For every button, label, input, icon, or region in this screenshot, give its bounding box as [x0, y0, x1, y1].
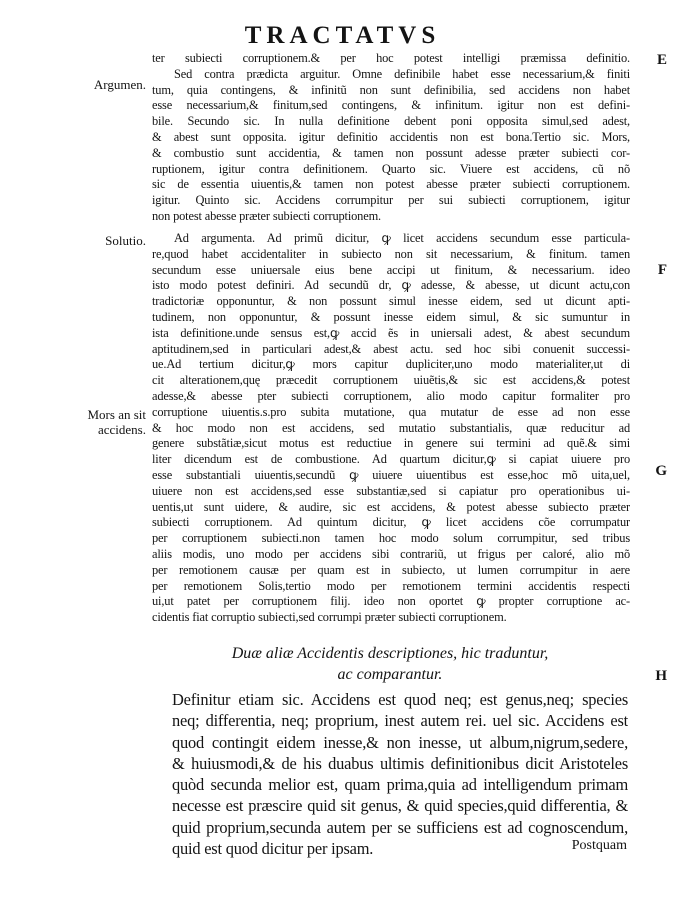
text-line: aptitudinem,sed in particulari adest,& abest actu. sed hoc sibi conuenit successi- — [152, 341, 630, 356]
text-line: quod contingit eidem inesse,& non inesse, ut album,nigrum,sedere, — [172, 732, 628, 752]
text-line: igitur. Quinto sic. Accidens corrumpitur per sui subiecti corruptionem, igitur — [152, 193, 630, 208]
side-letter-e: E — [656, 52, 667, 68]
text-line: per remotionem Solis,tertio modo per remotionem termini accidentis respecti — [152, 578, 630, 593]
text-line: uentis,ut sunt uidere, & audire, sic est accidens, & potest abesse subiecto præter — [152, 499, 630, 514]
text-line: ue.Ad tertium dicitur,ꝙ mors capitur dupliciter,uno modo materialiter,ut di — [152, 357, 630, 372]
side-letter-g: G — [655, 463, 667, 479]
margin-note-mors-line2: accidens. — [97, 422, 146, 437]
text-line: per corruptionem subiecti.non tamen hoc modo solum corrumpitur, sed tribus — [152, 531, 630, 546]
text-line: non potest abesse præter subiecti corruptionem. — [152, 208, 382, 223]
text-line: esse substantiali uiuentis,secundũ ꝙ uiuere uiuentibus est esse,hoc mõ uita,uel, — [152, 467, 630, 482]
text-line: necesse est præscire quid sit genus, & quid species,quid differentia, & — [172, 796, 628, 816]
paragraph-solutio — [152, 231, 630, 626]
paragraph-argumenta — [152, 51, 630, 225]
text-line: sic de essentia uiuentis,& tamen non potest abesse præter subiecti corruptionem. — [152, 177, 630, 192]
text-line: per remotionem causæ per quam est in subiecto, ut lumen corrumpitur in aere — [152, 562, 630, 577]
section-heading-line1: Duæ aliæ Accidentis descriptiones, hic traduntur, — [231, 645, 549, 662]
text-line: Sed contra prædicta arguitur. Omne definibile habet esse necessarium,& finiti — [174, 66, 630, 81]
text-line: liter dicendum est de combustione. Ad quartum dicitur,ꝙ si capiat uiuere pro — [152, 452, 630, 467]
side-letter-f: F — [657, 262, 667, 278]
section-heading-line2: ac comparantur. — [337, 666, 443, 683]
text-line: cidentis fiat corruptio subiecti,sed corrumpi præter subiecti corruptionem. — [152, 610, 507, 625]
text-line: quòd secunda melior est, quam prima,quia ad intelligendum primam — [172, 775, 628, 795]
side-letter-h: H — [655, 668, 667, 684]
text-line: cit alterationem,quę præcedit corruptionem uiuẽtis,& sic est accidens,& potest — [152, 373, 630, 388]
text-line: tudinem, non opponuntur, & possunt inesse eidem simul, & sic sumuntur in — [152, 309, 630, 324]
margin-note-mors-line1: Mors an sit — [87, 407, 146, 422]
text-line: aliis modis, uno modo per accidens sibi contrariũ, ut frigus per caloré, alio mõ — [152, 546, 630, 561]
text-line: quid est quod dicitur per ipsam. — [172, 839, 374, 859]
text-line: quid proprium,secunda autem per se sufficiens est ad cognoscendum, — [172, 817, 628, 837]
text-line: neq; differentia, neq; proprium, inest autem rei. uel sic. Accidens est — [172, 711, 628, 731]
text-line: isto modo potest definiri. Ad secundũ dr, ꝙ adesse, & abesse, ut dicunt actu,con — [152, 278, 630, 293]
text-line: re,quod habet accidentaliter in subiecto non sit necessarium, & finitum. tamen — [152, 246, 630, 261]
text-line: tradictoriæ opponuntur, & non possunt simul inesse eidem, sed ut dicunt apti- — [152, 294, 630, 309]
text-line: corruptione uiuentis.s.pro subita mutatione, qua mutatur de esse ad non esse — [152, 404, 630, 419]
section-heading — [150, 643, 630, 685]
margin-note-solutio: Solutio. — [105, 233, 146, 248]
text-line: & combustio sunt accidentia, & tamen non possunt adesse præter subiecti cor- — [152, 145, 630, 160]
text-line: secundum esse uniuersale eius bene accipi ut finitum, & necessarium. ideo — [152, 262, 630, 277]
text-line: ui,ut patet per corruptionem filij. ideo non oportet ꝙ propter corruptione ac- — [152, 594, 630, 609]
text-line: & hoc modo non est accidens, sed mutatio substantialis, quæ reducitur ad — [152, 420, 630, 435]
text-line: Definitur etiam sic. Accidens est quod neq; est genus,neq; species — [172, 690, 628, 709]
text-line: & abest sunt opposita. igitur definitio accidentis non est bona.Tertio sic. Mors, — [152, 129, 630, 144]
text-line: genere substãtiæ,sicut motus est reductiue in genere sui termini ad quẽ.& simi — [152, 436, 630, 451]
text-line: uiuere non est accidens,sed esse substantiæ,sed si capiatur pro operationibus ui- — [152, 483, 630, 498]
paragraph-definitur — [172, 689, 628, 859]
text-line: subiecti corruptionem. Ad quintum dicitur, ꝙ licet accidens cõe corrumpatur — [152, 515, 630, 530]
text-line: & huiusmodi,& de his duabus ultimis definitionibus dicit Aristoteles — [172, 753, 628, 773]
text-line: ruptionem, igitur contra definitionem. Quarto sic. Viuere est accidens, cũ nõ — [152, 161, 630, 176]
text-line: ter subiecti corruptionem.& per hoc potest intelligi præmissa definitio. — [152, 51, 630, 65]
text-line: adesse,& abesse pter subiecti corruptionem, alio modo capitur formaliter pro — [152, 388, 630, 403]
catchword: Postquam — [571, 838, 627, 853]
text-line: ista definitione.unde sensus est,ꝙ accid ẽs in uniersali adest, & abest secundum — [152, 325, 630, 340]
text-line: Ad argumenta. Ad primũ dicitur, ꝙ licet accidens secundum esse particula- — [174, 231, 630, 245]
margin-note-argumen: Argumen. — [93, 77, 146, 92]
margin-note-mors — [78, 407, 146, 437]
running-title: TRACTATVS — [244, 22, 441, 49]
text-line: bile. Secundo sic. In nulla definitione debent poni opposita simul,sed adest, — [152, 114, 630, 129]
text-line: esse necessarium,& finitum,sed contingens, & infinitum. igitur non est defini- — [152, 98, 630, 113]
text-line: tum, quia contingens, & infinitũ non sunt definibilia, sed accidens non habet — [152, 82, 630, 97]
